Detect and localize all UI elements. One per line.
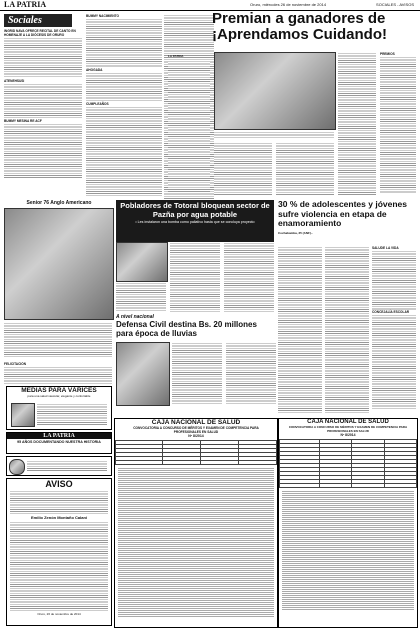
senior-caption: Senior 76 Anglo Americano: [26, 200, 92, 206]
medias-subtitle: para una salud vascular, elegante y confortable: [27, 394, 91, 398]
defensa-article: [116, 314, 276, 406]
sociales-subhead-3: BUMMY NACIMIENTO: [86, 14, 119, 18]
totoral-body-1: [116, 282, 166, 312]
premian-headline: Premian a ganadores de ¡Aprendamos Cuidando!: [212, 10, 387, 43]
felicitacion-title: FELICITACIÓN: [4, 362, 27, 366]
premian-photo: [214, 52, 336, 130]
sociales-body-4: [86, 18, 162, 68]
service-logo: [9, 459, 25, 475]
aviso-ad: [6, 478, 112, 626]
side-body-3: [372, 314, 416, 410]
totoral-photo: [116, 242, 168, 282]
promo-line: 95 AÑOS DOCUMENTANDO NUESTRA HISTORIA: [17, 440, 101, 444]
caja-left-body: [118, 467, 274, 617]
senior-photo: [4, 208, 114, 320]
masthead: LA PATRIA: [4, 0, 47, 9]
sociales-body-3: [4, 123, 82, 179]
sociales-subhead: ATENEHSUSI: [4, 79, 25, 83]
sociales-title: Sociales: [4, 14, 72, 27]
totoral-body-3: [224, 242, 274, 312]
caja-left-title: CAJA NACIONAL DE SALUD: [151, 419, 241, 426]
premian-body-mid-2: [276, 142, 334, 196]
premian-kicker: LA PATRIA: [168, 54, 184, 58]
caja-right-ad: [278, 418, 418, 628]
totoral-headline-box: [116, 200, 274, 242]
defensa-photo: [116, 342, 170, 406]
caja-right-number: Nº 8/2014: [340, 433, 356, 437]
adolescentes-body-1: [278, 246, 322, 414]
service-body: [27, 460, 107, 472]
side-column: [380, 52, 416, 196]
premian-article: [168, 10, 416, 196]
sociales-body-5: [86, 72, 162, 102]
sociales-body: [4, 37, 82, 77]
service-ad: [6, 456, 112, 476]
issue-date: Oruro, miércoles 26 de noviembre de 2014: [250, 2, 327, 7]
sociales-subhead-5: CUMPLEAÑOS: [86, 102, 109, 106]
adolescentes-kicker: Cochabamba, 25 (ANF).-: [278, 230, 313, 235]
sociales-column: [4, 14, 82, 200]
defensa-headline: Defensa Civil destina Bs. 20 millones para época de lluvias: [116, 320, 257, 338]
side-headline: PREMIOS: [380, 52, 395, 56]
caja-right-subtitle: CONVOCATORIA A CONCURSO DE MÉRITOS Y EXAMEN DE COMPETENCIA PARA PROFESIONALES EN SALUD: [288, 425, 408, 433]
medias-title: MEDIAS PARA VÁRICES: [21, 387, 97, 394]
side-body: [380, 56, 416, 194]
premian-body-right: [338, 52, 376, 196]
aviso-body-2: [10, 521, 108, 611]
caja-right-title: CAJA NACIONAL DE SALUD: [307, 419, 389, 425]
sociales-column-2: [86, 14, 162, 200]
senior-block: [4, 200, 114, 360]
promo-ad: [6, 432, 112, 454]
side-subhead-1: SALUDE LA VIDA: [372, 246, 399, 250]
caja-right-table: [279, 439, 417, 488]
premian-body-mid: [214, 142, 272, 196]
sociales-body-6: [86, 106, 162, 196]
aviso-footer: Oruro, 26 de noviembre de 2014: [37, 612, 81, 616]
aviso-title: AVISO: [45, 479, 73, 489]
adolescentes-headline: 30 % de adolescentes y jóvenes sufre violencia en etapa de enamoramiento: [278, 200, 407, 228]
sociales-subhead-4: AHOGADA: [86, 68, 103, 72]
medias-body: [37, 403, 107, 425]
totoral-headline: Pobladores de Totoral bloquean sector de Pazña por agua potable: [120, 201, 270, 219]
premian-caption: [214, 131, 334, 139]
side-body-2: [372, 250, 416, 310]
caja-left-number: Nº 8/2014: [188, 434, 204, 438]
adolescentes-body-2: [325, 246, 369, 414]
section-label: SOCIALES - AVISOS: [376, 2, 414, 7]
adolescentes-side: [372, 246, 416, 414]
medias-photo: [11, 403, 35, 427]
defensa-body-1: [172, 342, 222, 404]
sociales-body-2: [4, 83, 82, 119]
adolescentes-article: [278, 200, 416, 416]
sociales-subhead-2: BUMMY MESINA RE ACF: [4, 119, 42, 123]
promo-masthead: LA PATRIA: [7, 433, 111, 439]
caja-left-ad: [114, 418, 278, 628]
totoral-article: [116, 200, 274, 312]
felicitacion-block: [4, 362, 112, 384]
premian-body-left: [168, 60, 210, 194]
caja-left-table: [115, 440, 277, 465]
felicitacion-body: [4, 366, 112, 384]
caja-right-body: [282, 490, 414, 610]
caja-left-subtitle: CONVOCATORIA A CONCURSO DE MÉRITOS Y EXAMEN DE COMPETENCIA PARA PROFESIONALES EN SALUD: [133, 426, 259, 434]
senior-text: [4, 322, 112, 358]
totoral-body-2: [170, 242, 220, 312]
totoral-bullet: • Les instalaron una bomba como paliativo hasta que se concluya proyecto: [135, 220, 255, 224]
medias-ad: [6, 386, 112, 430]
sociales-headline: INGRID NAVA OFRECE RECITAL DE CANTO EN HOMENAJE A LA DIÓCESIS DE ORURO: [4, 29, 76, 37]
defensa-kicker: A nivel nacional: [116, 314, 154, 320]
defensa-body-2: [226, 342, 276, 404]
aviso-body: [10, 490, 108, 514]
aviso-name: Emilio Zenón Montaño Calani: [31, 515, 87, 520]
side-subhead-2: CONCEJALÍA ESCOLAR: [372, 310, 410, 314]
